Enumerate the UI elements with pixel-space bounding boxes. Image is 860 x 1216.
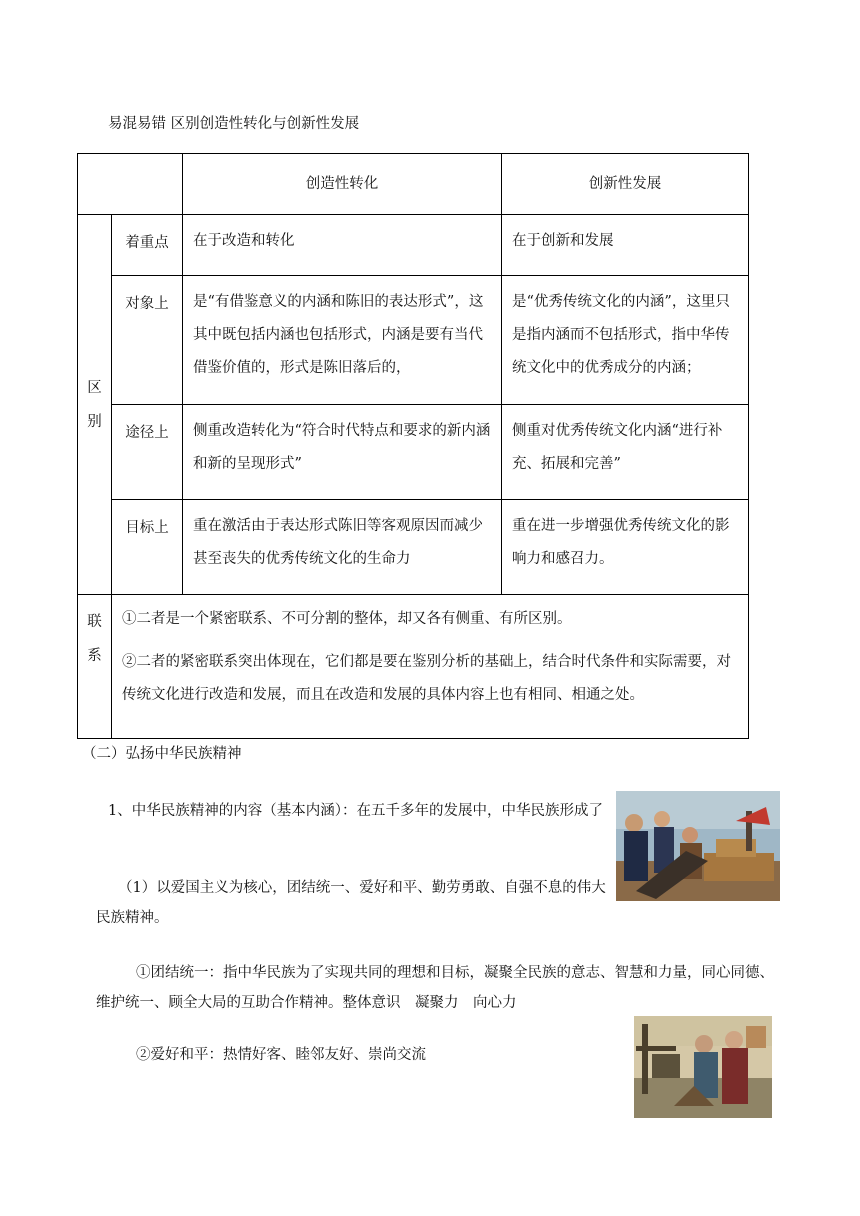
paragraph-unity: ①团结统一：指中华民族为了实现共同的理想和目标，凝聚全民族的意志、智慧和力量，同心同德、维护统一、顾全大局的互助合作精神。整体意识 凝聚力 向心力 xyxy=(96,965,774,1011)
group-label-connection: 联 系 xyxy=(78,595,112,739)
cell-goal-development: 重在进一步增强优秀传统文化的影响力和感召力。 xyxy=(502,500,749,595)
cell-focus-development: 在于创新和发展 xyxy=(502,215,749,276)
cell-object-transformation: 是“有借鉴意义的内涵和陈旧的表达形式”，这其中既包括内涵也包括形式，内涵是要有当代借鉴价值的，形式是陈旧落后的， xyxy=(183,276,502,405)
ancient-scene-image xyxy=(634,1016,772,1118)
cell-focus-transformation: 在于改造和转化 xyxy=(183,215,502,276)
cell-object-development: 是“优秀传统文化的内涵”，这里只是指内涵而不包括形式，指中华传统文化中的优秀成分的内涵； xyxy=(502,276,749,405)
paragraph-peace: ②爱好和平：热情好客、睦邻友好、崇尚交流 xyxy=(136,1047,426,1063)
connection-point-1: ①二者是一个紧密联系、不可分割的整体，却又各有侧重、有所区别。 xyxy=(122,611,572,627)
connection-point-2: ②二者的紧密联系突出体现在，它们都是要在鉴别分析的基础上，结合时代条件和实际需要，对传统文化进行改造和发展，而且在改造和发展的具体内容上也有相同、相通之处。 xyxy=(122,654,731,703)
col-header-development: 创新性发展 xyxy=(502,154,749,215)
cell-approach-development: 侧重对优秀传统文化内涵“进行补充、拓展和完善” xyxy=(502,405,749,500)
table-corner-cell xyxy=(78,154,183,215)
cell-goal-transformation: 重在激活由于表达形式陈旧等客观原因而减少甚至丧失的优秀传统文化的生命力 xyxy=(183,500,502,595)
paragraph-core-spirit: （1）以爱国主义为核心，团结统一、爱好和平、勤劳勇敢、自强不息的伟大民族精神。 xyxy=(96,880,606,926)
cell-approach-transformation: 侧重改造转化为“符合时代特点和要求的新内涵和新的呈现形式” xyxy=(183,405,502,500)
comparison-table xyxy=(77,153,749,739)
connection-cell xyxy=(112,595,749,739)
historical-painting-image xyxy=(616,791,780,901)
col-header-transformation: 创造性转化 xyxy=(183,154,502,215)
row-label-focus: 着重点 xyxy=(112,215,183,276)
paragraph-national-spirit-intro: 1、中华民族精神的内容（基本内涵）：在五千多年的发展中，中华民族形成了 xyxy=(108,803,603,819)
row-label-object: 对象上 xyxy=(112,276,183,405)
group-label-difference: 区 别 xyxy=(78,215,112,595)
row-label-goal: 目标上 xyxy=(112,500,183,595)
section-title: （二）弘扬中华民族精神 xyxy=(82,746,242,762)
section-heading: 易混易错 区别创造性转化与创新性发展 xyxy=(108,116,360,132)
row-label-approach: 途径上 xyxy=(112,405,183,500)
